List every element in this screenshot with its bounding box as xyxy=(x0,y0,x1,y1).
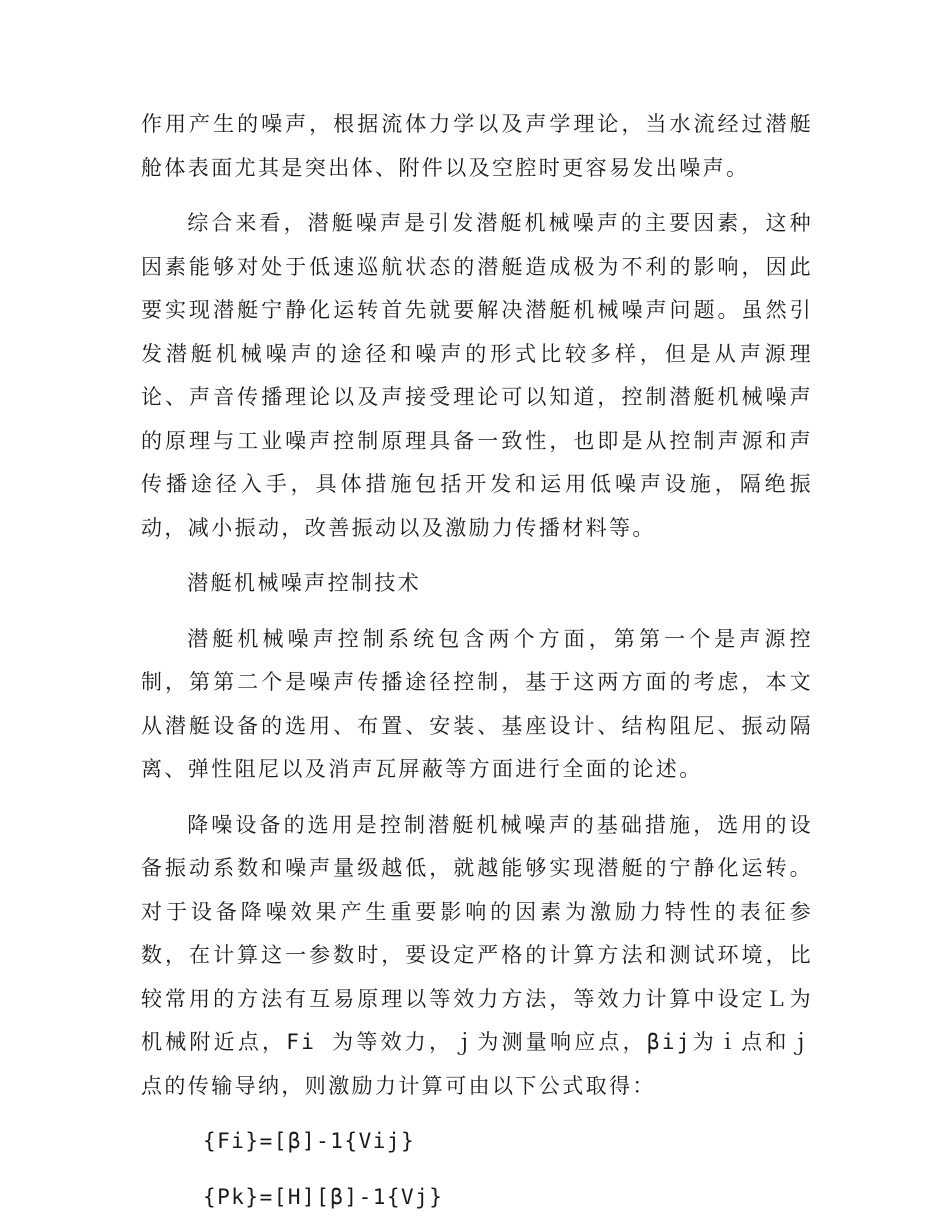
document-body xyxy=(141,103,813,1219)
paragraph-continuation: 作用产生的噪声，根据流体力学以及声学理论，当水流经过潜艇舱体表面尤其是突出体、附件以及空腔时更容易发出噪声。 xyxy=(141,112,813,180)
paragraph-summary: 综合来看，潜艇噪声是引发潜艇机械噪声的主要因素，这种因素能够对处于低速巡航状态的潜艇造成极为不利的影响，因此要实现潜艇宁静化运转首先就要解决潜艇机械噪声问题。虽然引发潜艇机械噪声的途径和噪声的形式比较多样，但是从声源理论、声音传播理论以及声接受理论可以知道，控制潜艇机械噪声的原理与工业噪声控制原理具备一致性，也即是从控制声源和声传播途径入手，具体措施包括开发和运用低噪声设施，隔绝振动，减小振动，改善振动以及激励力传播材料等。 xyxy=(141,211,813,540)
formula-sound-pressure: {Pk}=[H][β]-1{Vj} xyxy=(203,1184,444,1209)
formula-excitation-force: {Fi}=[β]-1{Vij} xyxy=(203,1129,416,1153)
paragraph-equipment-selection: 降噪设备的选用是控制潜艇机械噪声的基础措施，选用的设备振动系数和噪声量级越低，就越能够实现潜艇的宁静化运转。对于设备降噪效果产生重要影响的因素为激励力特性的表征参数，在计算这一参数时，要设定严格的计算方法和测试环境，比较常用的方法有互易原理以等效力方法，等效力计算中设定Ｌ为机械附近点，Fi 为等效力，ｊ为测量响应点，βij为ｉ点和ｊ点的传输导纳，则激励力计算可由以下公式取得： xyxy=(141,812,813,1098)
paragraph-control-system: 潜艇机械噪声控制系统包含两个方面，第第一个是声源控制，第第二个是噪声传播途径控制，基于这两方面的考虑，本文从潜艇设备的选用、布置、安装、基座设计、结构阻尼、振动隔离、弹性阻尼以及消声瓦屏蔽等方面进行全面的论述。 xyxy=(141,626,813,781)
section-heading: 潜艇机械噪声控制技术 xyxy=(187,571,422,595)
